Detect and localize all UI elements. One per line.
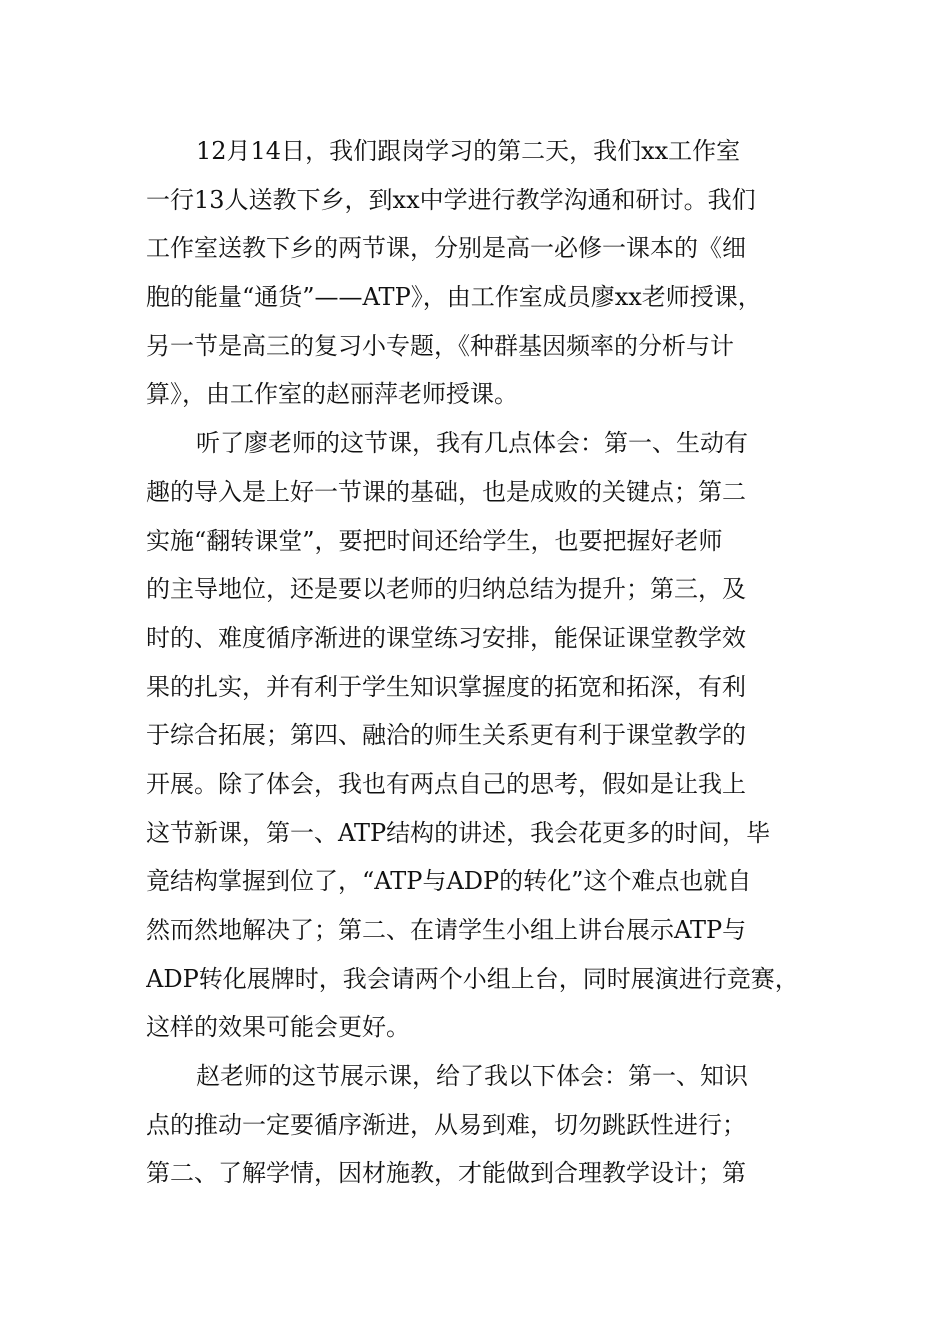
text-line: 开展。除了体会，我也有两点自己的思考，假如是让我上 <box>146 769 746 798</box>
text-line: 这样的效果可能会更好。 <box>146 1013 410 1042</box>
text-line: 于综合拓展；第四、融洽的师生关系更有利于课堂教学的 <box>146 721 746 750</box>
text-line: 趣的导入是上好一节课的基础，也是成败的关键点；第二 <box>146 477 746 506</box>
text-line: 竟结构掌握到位了，“ATP与ADP的转化”这个难点也就自 <box>146 867 752 896</box>
document-body <box>146 127 836 1198</box>
text-line: 12月14日，我们跟岗学习的第二天，我们xx工作室 <box>196 137 741 165</box>
text-line: 工作室送教下乡的两节课，分别是高一必修一课本的《细 <box>146 234 746 263</box>
text-line: 赵老师的这节展示课，给了我以下体会：第一、知识 <box>196 1062 748 1091</box>
text-line: 听了廖老师的这节课，我有几点体会：第一、生动有 <box>196 429 748 458</box>
text-line: 第二、了解学情，因材施教，才能做到合理教学设计；第 <box>146 1159 746 1188</box>
text-line: 一行13人送教下乡，到xx中学进行教学沟通和研讨。我们 <box>146 185 756 214</box>
text-line: 实施“翻转课堂”，要把时间还给学生，也要把握好老师 <box>146 526 723 555</box>
text-line: 的主导地位，还是要以老师的归纳总结为提升；第三，及 <box>146 575 746 604</box>
text-line: 胞的能量“通货”——ATP》，由工作室成员廖xx老师授课， <box>146 283 762 312</box>
text-line: 时的、难度循序渐进的课堂练习安排，能保证课堂教学效 <box>146 623 746 652</box>
text-line: ADP转化展牌时，我会请两个小组上台，同时展演进行竞赛， <box>146 964 799 993</box>
text-line: 这节新课，第一、ATP结构的讲述，我会花更多的时间，毕 <box>146 818 771 847</box>
text-line: 然而然地解决了；第二、在请学生小组上讲台展示ATP与 <box>146 916 747 944</box>
text-line: 另一节是高三的复习小专题，《种群基因频率的分析与计 <box>146 331 734 360</box>
text-line: 点的推动一定要循序渐进，从易到难，切勿跳跃性进行； <box>146 1110 746 1139</box>
text-line: 算》，由工作室的赵丽萍老师授课。 <box>146 380 518 409</box>
text-line: 果的扎实，并有利于学生知识掌握度的拓宽和拓深，有利 <box>146 672 746 701</box>
